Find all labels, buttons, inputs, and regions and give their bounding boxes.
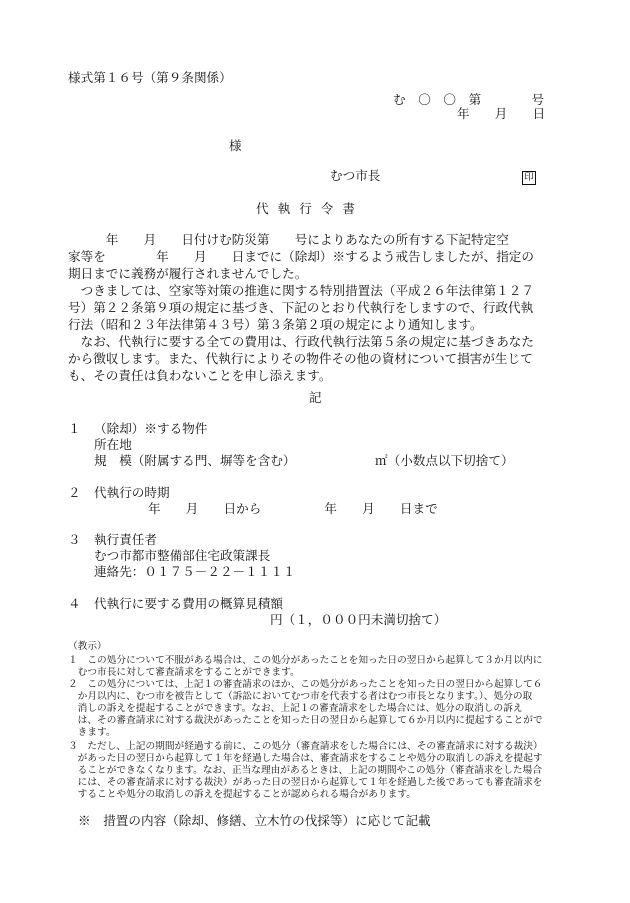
body-line: も、その責任は負わないことを申し添えます。 bbox=[68, 368, 332, 383]
item-title: 代執行に要する費用の概算見積額 bbox=[94, 596, 283, 611]
notice-line: むつ市長に対して審査請求をすることができます。 bbox=[68, 667, 300, 678]
notice-line: 消しの訴えを提起することができます。なお、上記１の審査請求をした場合には、処分の取消しの訴え bbox=[68, 703, 523, 714]
issue-date: 年 月 日 bbox=[457, 106, 546, 121]
notice-line: には、その審査請求に対する裁決）があった日の翌日から起算して１年を経過した後であっても審査請求を bbox=[68, 777, 543, 788]
execution-period: 年 月 日から 年 月 日まで bbox=[148, 501, 438, 516]
notice-line: きます。 bbox=[68, 727, 116, 738]
item-number: １ bbox=[68, 421, 81, 436]
footnote: ※ 措置の内容（除却、修繕、立木竹の伐採等）に応じて記載 bbox=[78, 813, 431, 828]
notice-line: か月以内に、むつ市を被告として（訴訟においてむつ市を代表する者はむつ市長となります。）、処分の取 bbox=[68, 691, 533, 702]
notice-line: ２ この処分については、上記１の審査請求のほか、この処分があったことを知った日の翌日から起算して６ bbox=[68, 679, 543, 690]
seal-box bbox=[522, 168, 536, 185]
cost-estimate: 円（１，０００円未満切捨て） bbox=[270, 612, 447, 627]
addressee-honorific: 様 bbox=[229, 138, 242, 153]
item-title: 代執行の時期 bbox=[94, 485, 170, 500]
body-line: つきましては、空家等対策の推進に関する特別措置法（平成２６年法律第１２７ bbox=[68, 283, 534, 298]
notice-line: １ この処分について不服がある場合は、この処分があったことを知った日の翌日から起算して３か月以内に bbox=[68, 655, 543, 666]
item-title: （除却）※する物件 bbox=[94, 421, 208, 436]
issuer-name: むつ市長 bbox=[330, 168, 381, 183]
notice-line: ３ ただし、上記の期間が経過する前に、この処分（審査請求をした場合には、その審査請求に対する裁決） bbox=[68, 741, 543, 752]
body-line: 期日までに義務が履行されませんでした。 bbox=[68, 266, 308, 281]
item-number: ４ bbox=[68, 596, 81, 611]
body-line: なお、代執行に要する全ての費用は、行政代執行法第５条の規定に基づきあなた bbox=[68, 334, 534, 349]
notice-line: ることができなくなります。なお、正当な理由があるときは、上記の期間やこの処分（審査請求をした場合 bbox=[68, 765, 542, 776]
notice-line: は、その審査請求に対する裁決があったことを知った日の翌日から起算して６か月以内に提起することがで bbox=[68, 715, 543, 726]
contact-phone: 連絡先：０１７５－２２－１１１１ bbox=[94, 564, 296, 579]
ki-heading: 記 bbox=[309, 390, 322, 405]
body-line: 行法（昭和２３年法律第４３号）第３条第２項の規定により通知します。 bbox=[68, 317, 483, 332]
body-line: 家等を 年 月 日までに（除却）※するよう戒告しましたが、指定の bbox=[68, 249, 534, 264]
scale-label: 規 模（附属する門、塀等を含む） bbox=[94, 453, 296, 468]
item-number: ３ bbox=[68, 532, 81, 547]
body-line: 号）第２２条第９項の規定に基づき、下記のとおり代執行をしますので、行政代執 bbox=[68, 300, 534, 315]
body-line: 年 月 日付けむ防災第 号によりあなたの所有する下記特定空 bbox=[68, 232, 509, 247]
document-title: 代執行令書 bbox=[256, 201, 364, 216]
body-line: から徴収します。また、代執行によりその物件その他の資材について損害が生じて bbox=[68, 351, 533, 366]
notice-line: することや処分の取消しの訴えを提起することが認められる場合があります。 bbox=[68, 789, 416, 800]
responsible-department: むつ市都市整備部住宅政策課長 bbox=[94, 548, 271, 563]
notice-header: （教示） bbox=[68, 641, 107, 652]
location-label: 所在地 bbox=[94, 437, 132, 452]
form-id: 様式第１６号（第９条関係） bbox=[68, 70, 232, 85]
area-unit: ㎡（小数点以下切捨て） bbox=[375, 453, 514, 468]
seal-icon: 印 bbox=[522, 171, 536, 185]
notice-line: があった日の翌日から起算して１年を経過した場合は、審査請求をすることや処分の取消しの訴えを提起す bbox=[68, 753, 543, 764]
item-title: 執行責任者 bbox=[94, 532, 157, 547]
item-number: ２ bbox=[68, 485, 81, 500]
document-number: む 〇 〇 第 号 bbox=[393, 92, 545, 107]
